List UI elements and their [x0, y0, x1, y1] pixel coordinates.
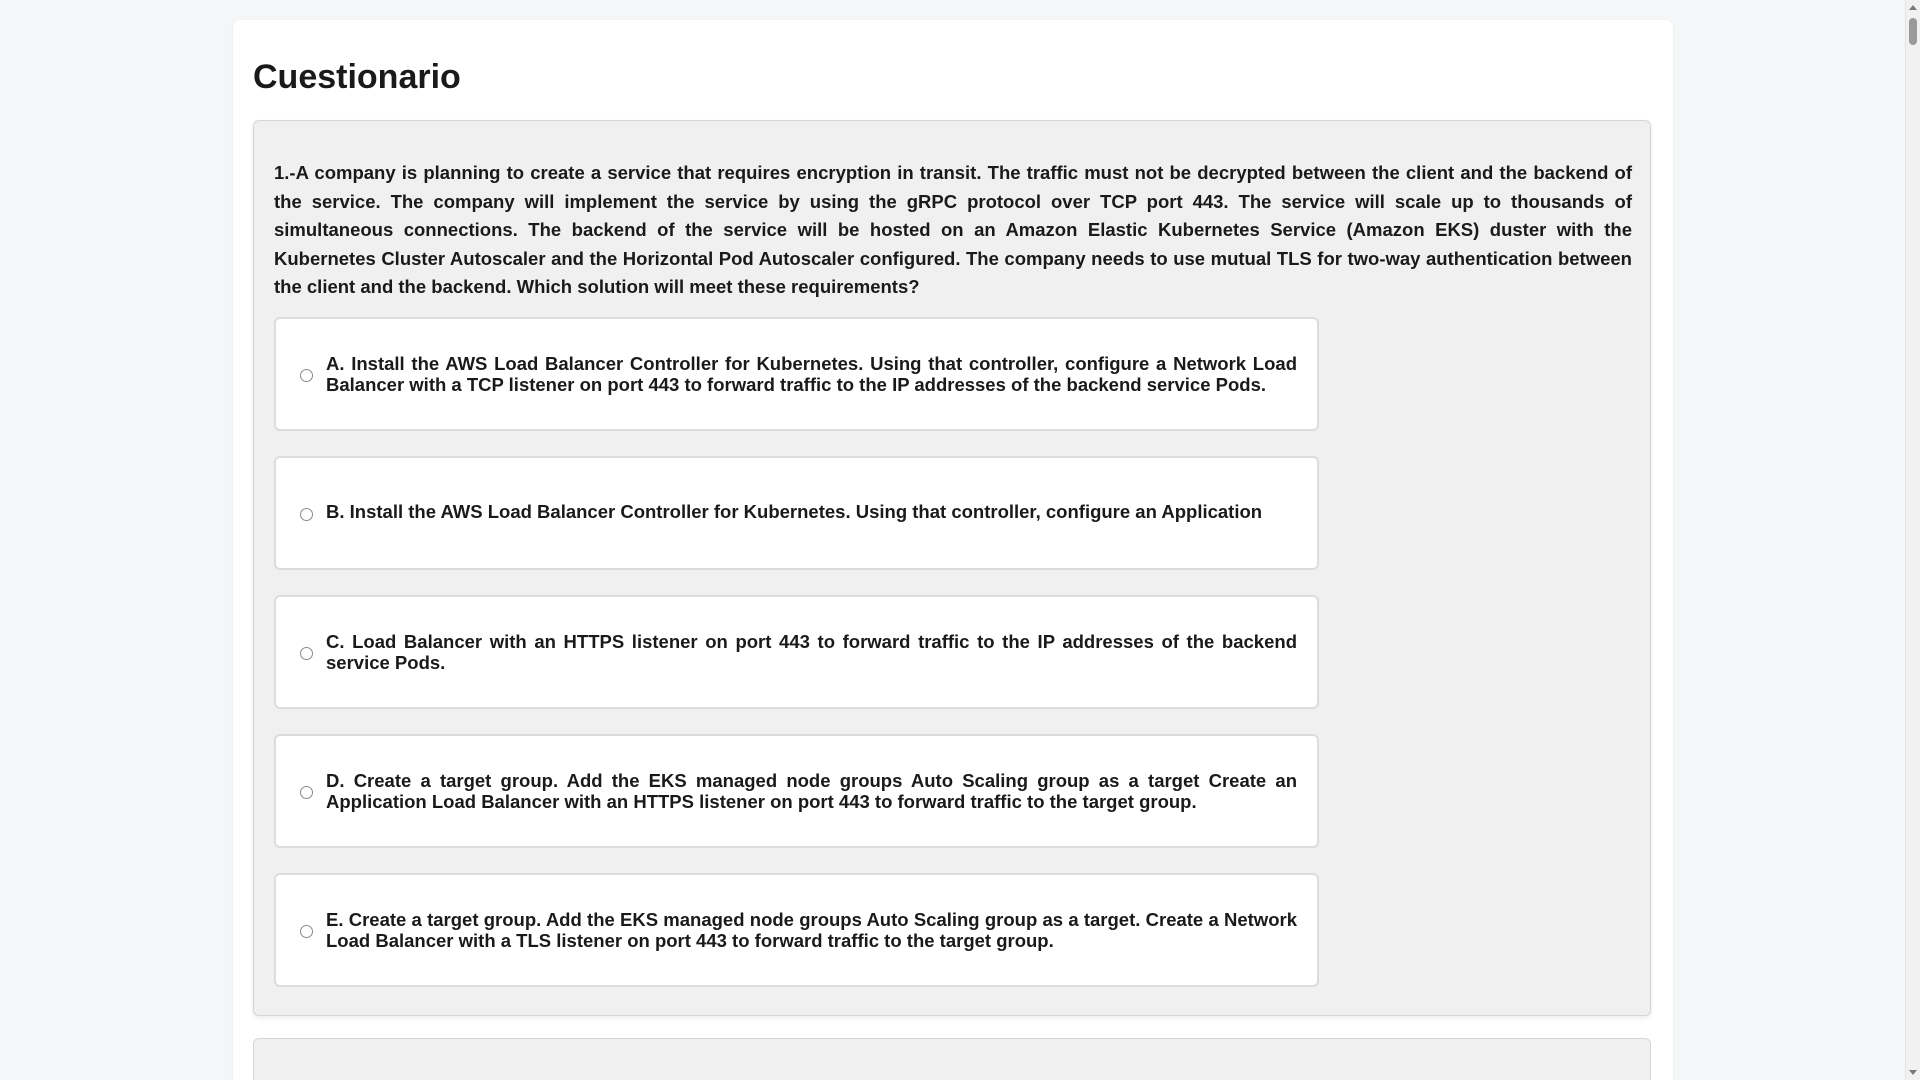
- option-b[interactable]: [274, 456, 1319, 570]
- question-card: [253, 120, 1651, 1016]
- vertical-scrollbar[interactable]: [1905, 0, 1920, 1080]
- option-d-label: D. Create a target group. Add the EKS managed node groups Auto Scaling group as a target Create an Application Load Balancer with an HTTPS listener on port 443 to forward traffic to the target group.: [326, 770, 1297, 812]
- option-c-label: C. Load Balancer with an HTTPS listener on port 443 to forward traffic to the IP addresses of the backend service Pods.: [326, 631, 1297, 673]
- radio-option-b[interactable]: [300, 508, 313, 521]
- next-question-card: [253, 1038, 1651, 1080]
- scroll-up-arrow-icon[interactable]: [1909, 5, 1917, 10]
- scroll-down-arrow-icon[interactable]: [1909, 1070, 1917, 1075]
- option-e-label: E. Create a target group. Add the EKS managed node groups Auto Scaling group as a target. Create a Network Load Balancer with a TLS listener on port 443 to forward traffic to the target group.: [326, 909, 1297, 951]
- option-b-label: B. Install the AWS Load Balancer Controller for Kubernetes. Using that controller, configure an Application: [326, 501, 1263, 522]
- option-d[interactable]: [274, 734, 1319, 848]
- option-a-label: A. Install the AWS Load Balancer Controller for Kubernetes. Using that controller, configure a Network Load Balancer with a TCP listener on port 443 to forward traffic to the IP addresses of the backend service Pods.: [326, 353, 1297, 395]
- question-text: 1.-A company is planning to create a service that requires encryption in transit. The traffic must not be decrypted between the client and the backend of the service. The company will implement the service by using the gRPC protocol over TCP port 443. The service will scale up to thousands of simultaneous connections. The backend of the service will be hosted on an Amazon Elastic Kubernetes Service (Amazon EKS) duster with the Kubernetes Cluster Autoscaler and the Horizontal Pod Autoscaler configured. The company needs to use mutual TLS for two-way authentication between the client and the backend. Which solution will meet these requirements?: [274, 162, 1632, 298]
- radio-option-e[interactable]: [300, 925, 313, 938]
- radio-option-d[interactable]: [300, 786, 313, 799]
- page-title: Cuestionario: [253, 58, 461, 96]
- radio-option-a[interactable]: [300, 369, 313, 382]
- quiz-container: [233, 20, 1673, 1080]
- option-a[interactable]: [274, 317, 1319, 431]
- option-c[interactable]: [274, 595, 1319, 709]
- radio-option-c[interactable]: [300, 647, 313, 660]
- scrollbar-thumb[interactable]: [1909, 18, 1917, 45]
- option-e[interactable]: [274, 873, 1319, 987]
